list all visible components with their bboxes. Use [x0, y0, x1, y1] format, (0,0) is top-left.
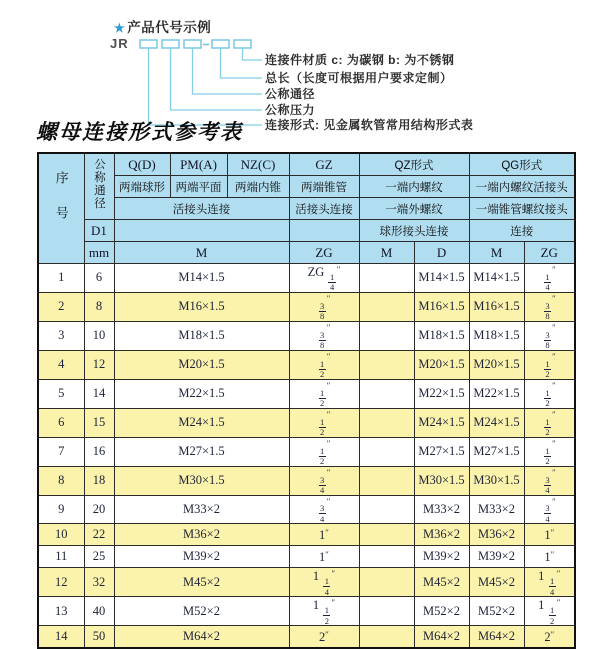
cell-mm: 6 [84, 264, 114, 293]
table-row [38, 597, 575, 626]
star-icon: ★ [114, 21, 126, 35]
diagram-label-diameter: 公称通径 [265, 87, 316, 101]
cell-qz-d: M52×2 [414, 597, 469, 626]
cell-mm: 25 [84, 546, 114, 568]
cell-qg-zg: $\frac{3}{8}$ ″ [524, 321, 575, 350]
diagram-label-connection: 连接形式: 见金属软管常用结构形式表 [265, 118, 474, 132]
table-row [38, 321, 575, 350]
cell-qg-m: M24×1.5 [469, 408, 524, 437]
cell-qz-m [359, 437, 414, 466]
header-zg: ZG [289, 242, 359, 264]
cell-seq: 14 [38, 626, 84, 649]
code-box-5 [234, 40, 251, 48]
cell-m: M52×2 [114, 597, 289, 626]
cell-qg-m: M20×1.5 [469, 350, 524, 379]
cell-gz: $\frac{3}{4}$ ″ [289, 495, 359, 524]
header-col-pm: PM(A) [170, 153, 227, 176]
cell-qz-m [359, 626, 414, 649]
leader-line-material [243, 48, 263, 60]
cell-m: M45×2 [114, 568, 289, 597]
cell-qg-zg: 1 $\frac{1}{4}$ ″ [524, 568, 575, 597]
table-row [38, 466, 575, 495]
cell-qz-m [359, 524, 414, 546]
header-qg-row2: 一端内螺纹活接头 [469, 176, 575, 198]
table-row [38, 379, 575, 408]
cell-qz-m [359, 321, 414, 350]
cell-qz-d: M20×1.5 [414, 350, 469, 379]
cell-qg-m: M52×2 [469, 597, 524, 626]
cell-m: M30×1.5 [114, 466, 289, 495]
table-title: 螺母连接形式参考表 [36, 119, 243, 144]
leader-line-diameter [193, 48, 263, 94]
diagram-label-material: 连接件材质 c: 为碳钢 b: 为不锈钢 [265, 53, 455, 67]
leader-line-length [221, 48, 263, 78]
header-row-3 [38, 198, 575, 220]
table-row [38, 524, 575, 546]
cell-qz-d: M39×2 [414, 546, 469, 568]
cell-mm: 50 [84, 626, 114, 649]
cell-mm: 20 [84, 495, 114, 524]
cell-m: M39×2 [114, 546, 289, 568]
cell-gz: 1 $\frac{1}{2}$ ″ [289, 597, 359, 626]
cell-m: M33×2 [114, 495, 289, 524]
code-box-1 [140, 40, 157, 48]
cell-gz: 2″ [289, 626, 359, 649]
header-row-5 [38, 242, 575, 264]
section-title-text: 产品代号示例 [127, 20, 212, 35]
cell-m: M64×2 [114, 626, 289, 649]
cell-seq: 8 [38, 466, 84, 495]
header-col-qg: QG形式 [469, 153, 575, 176]
cell-seq: 11 [38, 546, 84, 568]
code-box-4 [212, 40, 229, 48]
cell-gz: $\frac{3}{8}$ ″ [289, 321, 359, 350]
cell-gz: $\frac{1}{2}$ ″ [289, 437, 359, 466]
header-qz-row4: 球形接头连接 [359, 220, 469, 242]
cell-mm: 15 [84, 408, 114, 437]
header-col-gz: GZ [289, 153, 359, 176]
header-row-1 [38, 153, 575, 176]
cell-m: M16×1.5 [114, 292, 289, 321]
cell-gz: 1″ [289, 546, 359, 568]
header-mm: mm [84, 242, 114, 264]
cell-m: M24×1.5 [114, 408, 289, 437]
table-row [38, 495, 575, 524]
header-nz-sub: 两端内锥 [227, 176, 289, 198]
cell-seq: 6 [38, 408, 84, 437]
cell-qg-m: M64×2 [469, 626, 524, 649]
cell-qz-d: M33×2 [414, 495, 469, 524]
cell-m: M27×1.5 [114, 437, 289, 466]
table-row [38, 437, 575, 466]
cell-gz: $\frac{1}{2}$ ″ [289, 408, 359, 437]
cell-gz: $\frac{3}{4}$ ″ [289, 466, 359, 495]
header-qz-d: D [414, 242, 469, 264]
cell-qz-m [359, 546, 414, 568]
code-prefix: JR [110, 36, 129, 51]
cell-qg-zg: $\frac{1}{4}$ ″ [524, 264, 575, 293]
cell-gz: 1″ [289, 524, 359, 546]
cell-seq: 2 [38, 292, 84, 321]
cell-qz-d: M36×2 [414, 524, 469, 546]
cell-seq: 4 [38, 350, 84, 379]
cell-seq: 10 [38, 524, 84, 546]
cell-qz-d: M24×1.5 [414, 408, 469, 437]
cell-qz-m [359, 408, 414, 437]
cell-mm: 14 [84, 379, 114, 408]
cell-qz-m [359, 568, 414, 597]
cell-qg-zg: $\frac{1}{2}$ ″ [524, 437, 575, 466]
cell-gz: ZG $\frac{1}{4}$ ″ [289, 264, 359, 293]
cell-qg-zg: $\frac{1}{2}$ ″ [524, 379, 575, 408]
cell-qg-zg: 1 $\frac{1}{2}$ ″ [524, 597, 575, 626]
cell-qz-m [359, 292, 414, 321]
header-nominal-diameter: 公称通径 [84, 153, 114, 220]
table-row [38, 626, 575, 649]
header-empty-2 [289, 220, 359, 242]
cell-seq: 12 [38, 568, 84, 597]
cell-qz-m [359, 379, 414, 408]
header-gz-union: 活接头连接 [289, 198, 359, 220]
cell-mm: 22 [84, 524, 114, 546]
cell-qg-m: M36×2 [469, 524, 524, 546]
cell-qg-m: M18×1.5 [469, 321, 524, 350]
cell-mm: 18 [84, 466, 114, 495]
leader-line-pressure [171, 48, 263, 110]
diagram-label-pressure: 公称压力 [265, 103, 316, 117]
header-union-joint: 活接头连接 [114, 198, 289, 220]
cell-mm: 12 [84, 350, 114, 379]
cell-gz: 1 $\frac{1}{4}$ ″ [289, 568, 359, 597]
cell-qz-d: M16×1.5 [414, 292, 469, 321]
cell-qz-m [359, 350, 414, 379]
header-d1: D1 [84, 220, 114, 242]
cell-qz-m [359, 466, 414, 495]
diagram-label-length: 总长（长度可根据用户要求定制） [265, 71, 453, 85]
header-col-qz: QZ形式 [359, 153, 469, 176]
cell-qg-m: M16×1.5 [469, 292, 524, 321]
header-q-sub: 两端球形 [114, 176, 170, 198]
header-row-4 [38, 220, 575, 242]
table-row [38, 292, 575, 321]
header-col-nz: NZ(C) [227, 153, 289, 176]
table-row [38, 264, 575, 293]
header-row-2 [38, 176, 575, 198]
header-qg-m: M [469, 242, 524, 264]
cell-qg-m: M14×1.5 [469, 264, 524, 293]
cell-qz-m [359, 264, 414, 293]
code-box-2 [162, 40, 179, 48]
cell-mm: 40 [84, 597, 114, 626]
cell-qz-d: M22×1.5 [414, 379, 469, 408]
cell-qg-zg: $\frac{1}{2}$ ″ [524, 408, 575, 437]
table-row [38, 350, 575, 379]
cell-qg-zg: $\frac{3}{8}$ ″ [524, 292, 575, 321]
cell-qz-d: M45×2 [414, 568, 469, 597]
cell-mm: 32 [84, 568, 114, 597]
cell-qz-d: M64×2 [414, 626, 469, 649]
cell-seq: 5 [38, 379, 84, 408]
table-row [38, 568, 575, 597]
cell-qz-m [359, 495, 414, 524]
nut-connection-reference-table [37, 152, 576, 649]
header-seq: 序号 [38, 153, 84, 264]
cell-qg-m: M22×1.5 [469, 379, 524, 408]
cell-qz-d: M14×1.5 [414, 264, 469, 293]
cell-qg-m: M30×1.5 [469, 466, 524, 495]
cell-qz-m [359, 597, 414, 626]
cell-m: M14×1.5 [114, 264, 289, 293]
header-qg-zg: ZG [524, 242, 575, 264]
table-row [38, 408, 575, 437]
header-gz-sub: 两端锥管 [289, 176, 359, 198]
cell-qg-zg: 2″ [524, 626, 575, 649]
cell-gz: $\frac{3}{8}$ ″ [289, 292, 359, 321]
cell-m: M22×1.5 [114, 379, 289, 408]
cell-qg-m: M45×2 [469, 568, 524, 597]
cell-qz-d: M30×1.5 [414, 466, 469, 495]
header-qg-row3: 一端锥管螺纹接头 [469, 198, 575, 220]
cell-seq: 13 [38, 597, 84, 626]
cell-qg-zg: $\frac{3}{4}$ ″ [524, 466, 575, 495]
cell-seq: 9 [38, 495, 84, 524]
cell-qg-m: M33×2 [469, 495, 524, 524]
cell-qg-zg: 1″ [524, 524, 575, 546]
cell-seq: 1 [38, 264, 84, 293]
header-m: M [114, 242, 289, 264]
header-qz-row2: 一端内螺纹 [359, 176, 469, 198]
table-body [38, 264, 575, 649]
cell-seq: 7 [38, 437, 84, 466]
header-col-q: Q(D) [114, 153, 170, 176]
cell-seq: 3 [38, 321, 84, 350]
cell-mm: 8 [84, 292, 114, 321]
cell-qz-d: M18×1.5 [414, 321, 469, 350]
cell-m: M18×1.5 [114, 321, 289, 350]
cell-qg-m: M39×2 [469, 546, 524, 568]
cell-mm: 10 [84, 321, 114, 350]
code-box-3 [184, 40, 201, 48]
cell-qg-m: M27×1.5 [469, 437, 524, 466]
cell-gz: $\frac{1}{2}$ ″ [289, 350, 359, 379]
cell-gz: $\frac{1}{2}$ ″ [289, 379, 359, 408]
cell-qg-zg: $\frac{3}{4}$ ″ [524, 495, 575, 524]
cell-m: M36×2 [114, 524, 289, 546]
table-header [38, 153, 575, 264]
header-empty-1 [114, 220, 289, 242]
cell-m: M20×1.5 [114, 350, 289, 379]
header-qg-row4: 连接 [469, 220, 575, 242]
cell-mm: 16 [84, 437, 114, 466]
table-row [38, 546, 575, 568]
header-pm-sub: 两端平面 [170, 176, 227, 198]
header-qz-row3: 一端外螺纹 [359, 198, 469, 220]
cell-qg-zg: 1″ [524, 546, 575, 568]
cell-qz-d: M27×1.5 [414, 437, 469, 466]
cell-qg-zg: $\frac{1}{2}$ ″ [524, 350, 575, 379]
header-qz-m: M [359, 242, 414, 264]
